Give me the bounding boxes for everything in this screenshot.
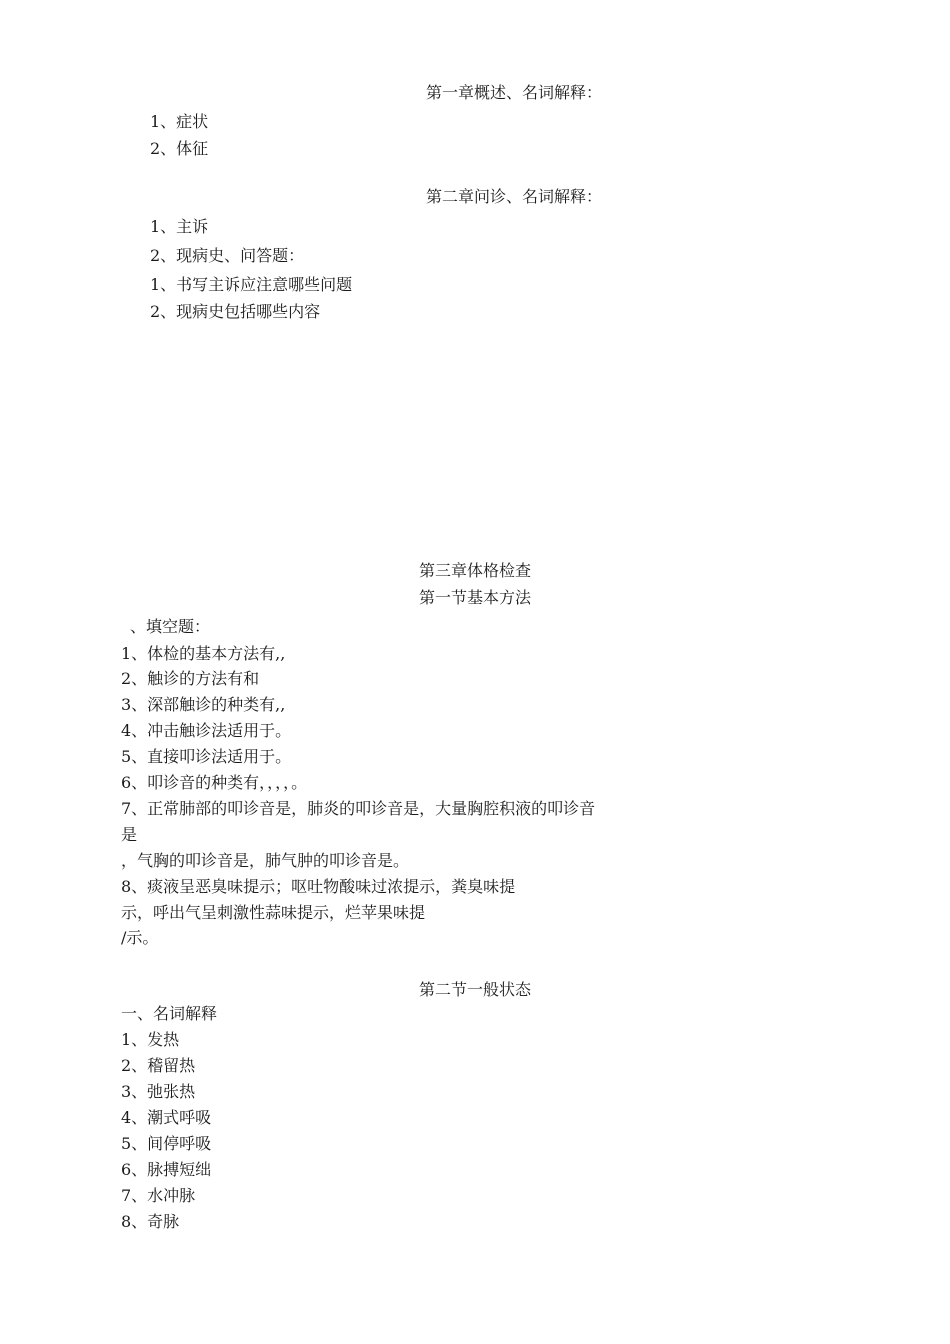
fill-blank-line: 4、冲击触诊法适用于。 [121, 721, 292, 740]
fill-blank-line: 是 [121, 825, 138, 844]
chapter-2-item: 1、主诉 [150, 217, 209, 236]
fill-blank-line: 5、直接叩诊法适用于。 [121, 747, 292, 766]
term-item: 6、脉搏短绌 [121, 1160, 212, 1179]
term-item: 8、奇脉 [121, 1212, 180, 1231]
chapter-2-title: 第二章问诊、名词解释： [425, 187, 602, 206]
fill-blank-line: /示。 [121, 928, 159, 947]
section-2-heading: 一、名词解释 [121, 1004, 218, 1023]
chapter-2-question: 1、书写主诉应注意哪些问题 [150, 275, 353, 294]
chapter-3-title: 第三章体格检查 [418, 561, 531, 580]
section-2-title: 第二节一般状态 [418, 980, 531, 999]
term-item: 1、发热 [121, 1030, 180, 1049]
chapter-1-item: 2、体征 [150, 139, 209, 158]
fill-blank-line: 6、叩诊音的种类有，，，，。 [121, 773, 308, 792]
fill-blank-line: 8、痰液呈恶臭味提示；呕吐物酸味过浓提示，粪臭味提 [121, 877, 516, 896]
fill-blank-line: 3、深部触诊的种类有,, [121, 695, 286, 714]
fill-blank-line: ，气胸的叩诊音是，肺气肿的叩诊音是。 [121, 851, 410, 870]
fill-blank-line: 1、体检的基本方法有,, [121, 644, 286, 663]
term-item: 2、稽留热 [121, 1056, 196, 1075]
chapter-1-item: 1、症状 [150, 112, 209, 131]
fill-blank-line: 示，呼出气呈刺激性蒜味提示，烂苹果味提 [121, 903, 426, 922]
chapter-2-item: 2、现病史、问答题： [150, 246, 305, 265]
term-item: 5、间停呼吸 [121, 1134, 212, 1153]
term-item: 7、水冲脉 [121, 1186, 196, 1205]
section-1-heading: 、填空题： [130, 617, 211, 636]
chapter-2-question: 2、现病史包括哪些内容 [150, 302, 321, 321]
fill-blank-line: 2、触诊的方法有和 [121, 669, 260, 688]
chapter-1-title: 第一章概述、名词解释： [425, 83, 602, 102]
fill-blank-line: 7、正常肺部的叩诊音是，肺炎的叩诊音是，大量胸腔积液的叩诊音 [121, 799, 596, 818]
term-item: 4、潮式呼吸 [121, 1108, 212, 1127]
term-item: 3、弛张热 [121, 1082, 196, 1101]
section-1-title: 第一节基本方法 [418, 588, 531, 607]
